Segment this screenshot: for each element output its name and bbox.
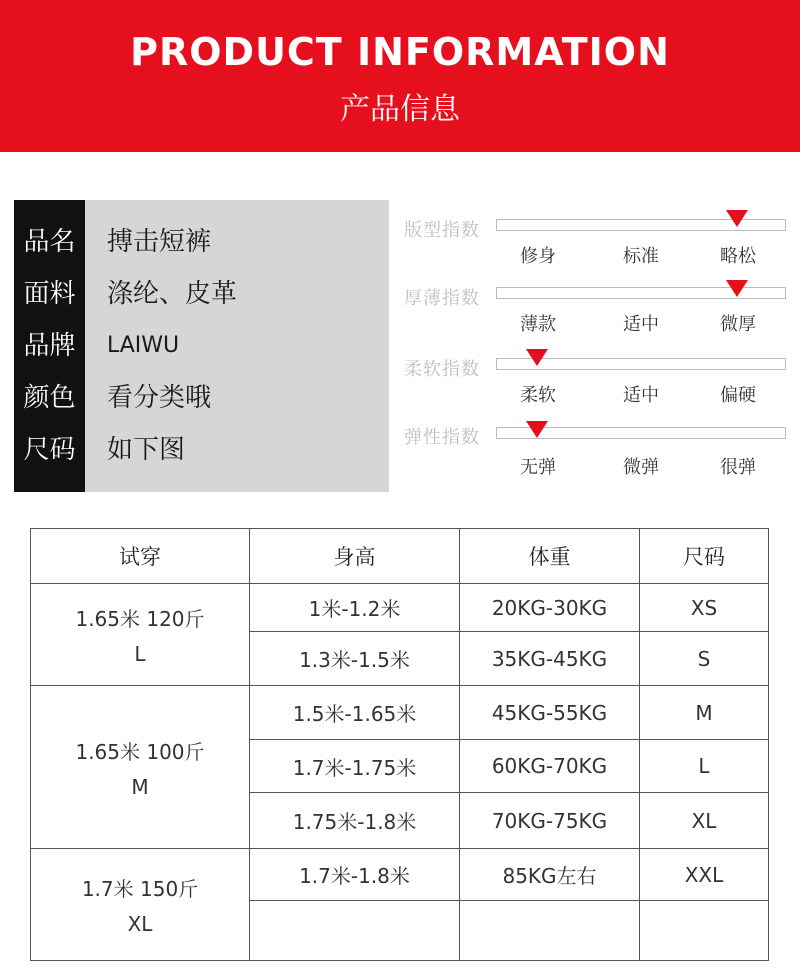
attribute-value: 搏击短裤: [107, 227, 212, 257]
index-option: 薄款: [520, 314, 556, 335]
header-subtitle: 产品信息: [340, 92, 460, 127]
attribute-row-fabric: [14, 268, 389, 320]
weight-cell: 20KG-30KG: [460, 584, 640, 632]
index-marker: [526, 349, 548, 366]
table-row: [31, 849, 769, 901]
tryon-cell: [31, 849, 250, 961]
weight-cell: 35KG-45KG: [460, 632, 640, 686]
attribute-row-size: [14, 424, 389, 476]
attribute-row-name: [14, 216, 389, 268]
attribute-value: LAIWU: [107, 333, 180, 358]
index-option: 无弹: [520, 457, 556, 478]
height-cell: 1.7米-1.8米: [250, 849, 460, 901]
weight-cell: 85KG左右: [460, 849, 640, 901]
index-marker: [726, 280, 748, 297]
header-size: 尺码: [640, 529, 769, 584]
size-cell: XXL: [640, 849, 769, 901]
size-table: [30, 528, 769, 961]
tryon-line1: 1.65米 100斤: [75, 739, 205, 764]
index-option: 标准: [623, 246, 659, 267]
weight-cell: 60KG-70KG: [460, 740, 640, 793]
attribute-key: 品名: [23, 227, 76, 257]
tryon-line2: M: [131, 774, 149, 799]
index-option: 很弹: [720, 457, 756, 478]
header-weight: 体重: [460, 529, 640, 584]
attribute-key: 颜色: [23, 383, 76, 413]
attribute-panel: [14, 200, 389, 492]
size-cell: XL: [640, 793, 769, 849]
header-banner: [0, 0, 800, 152]
table-header-row: [31, 529, 769, 584]
attribute-value: 如下图: [107, 435, 186, 465]
index-marker: [526, 421, 548, 438]
index-label: 柔软指数: [404, 359, 480, 380]
size-cell: S: [640, 632, 769, 686]
table-row: [31, 584, 769, 632]
header-height: 身高: [250, 529, 460, 584]
height-cell: [250, 901, 460, 961]
height-cell: 1.75米-1.8米: [250, 793, 460, 849]
attribute-key: 品牌: [23, 331, 76, 361]
header-tryon: 试穿: [31, 529, 250, 584]
header-title: PRODUCT INFORMATION: [130, 30, 670, 74]
index-option: 适中: [623, 385, 659, 406]
tryon-line2: XL: [127, 912, 153, 936]
attribute-row-brand: [14, 320, 389, 372]
tryon-line1: 1.65米 120斤: [75, 607, 205, 631]
index-option: 略松: [720, 246, 756, 267]
weight-cell: 70KG-75KG: [460, 793, 640, 849]
attribute-key: 面料: [23, 279, 76, 309]
weight-cell: 45KG-55KG: [460, 686, 640, 740]
table-row: [31, 686, 769, 740]
index-option: 柔软: [520, 385, 556, 406]
attribute-value: 涤纶、皮革: [107, 279, 238, 309]
tryon-line2: L: [134, 642, 146, 666]
index-marker: [726, 210, 748, 227]
height-cell: 1米-1.2米: [250, 584, 460, 632]
index-label: 版型指数: [404, 220, 480, 241]
height-cell: 1.5米-1.65米: [250, 686, 460, 740]
height-cell: 1.3米-1.5米: [250, 632, 460, 686]
index-label: 弹性指数: [404, 427, 480, 448]
tryon-line1: 1.7米 150斤: [81, 877, 199, 901]
weight-cell: [460, 901, 640, 961]
attribute-row-color: [14, 372, 389, 424]
index-label: 厚薄指数: [404, 288, 480, 309]
tryon-cell: [31, 686, 250, 849]
tryon-cell: [31, 584, 250, 686]
index-option: 偏硬: [720, 385, 756, 406]
index-option: 微弹: [623, 457, 659, 478]
index-option: 微厚: [720, 314, 756, 335]
index-option: 修身: [520, 246, 556, 267]
height-cell: 1.7米-1.75米: [250, 740, 460, 793]
attribute-key: 尺码: [23, 435, 76, 465]
size-cell: XS: [640, 584, 769, 632]
index-option: 适中: [623, 314, 659, 335]
attribute-value: 看分类哦: [107, 383, 212, 413]
size-cell: [640, 901, 769, 961]
size-cell: L: [640, 740, 769, 793]
size-cell: M: [640, 686, 769, 740]
